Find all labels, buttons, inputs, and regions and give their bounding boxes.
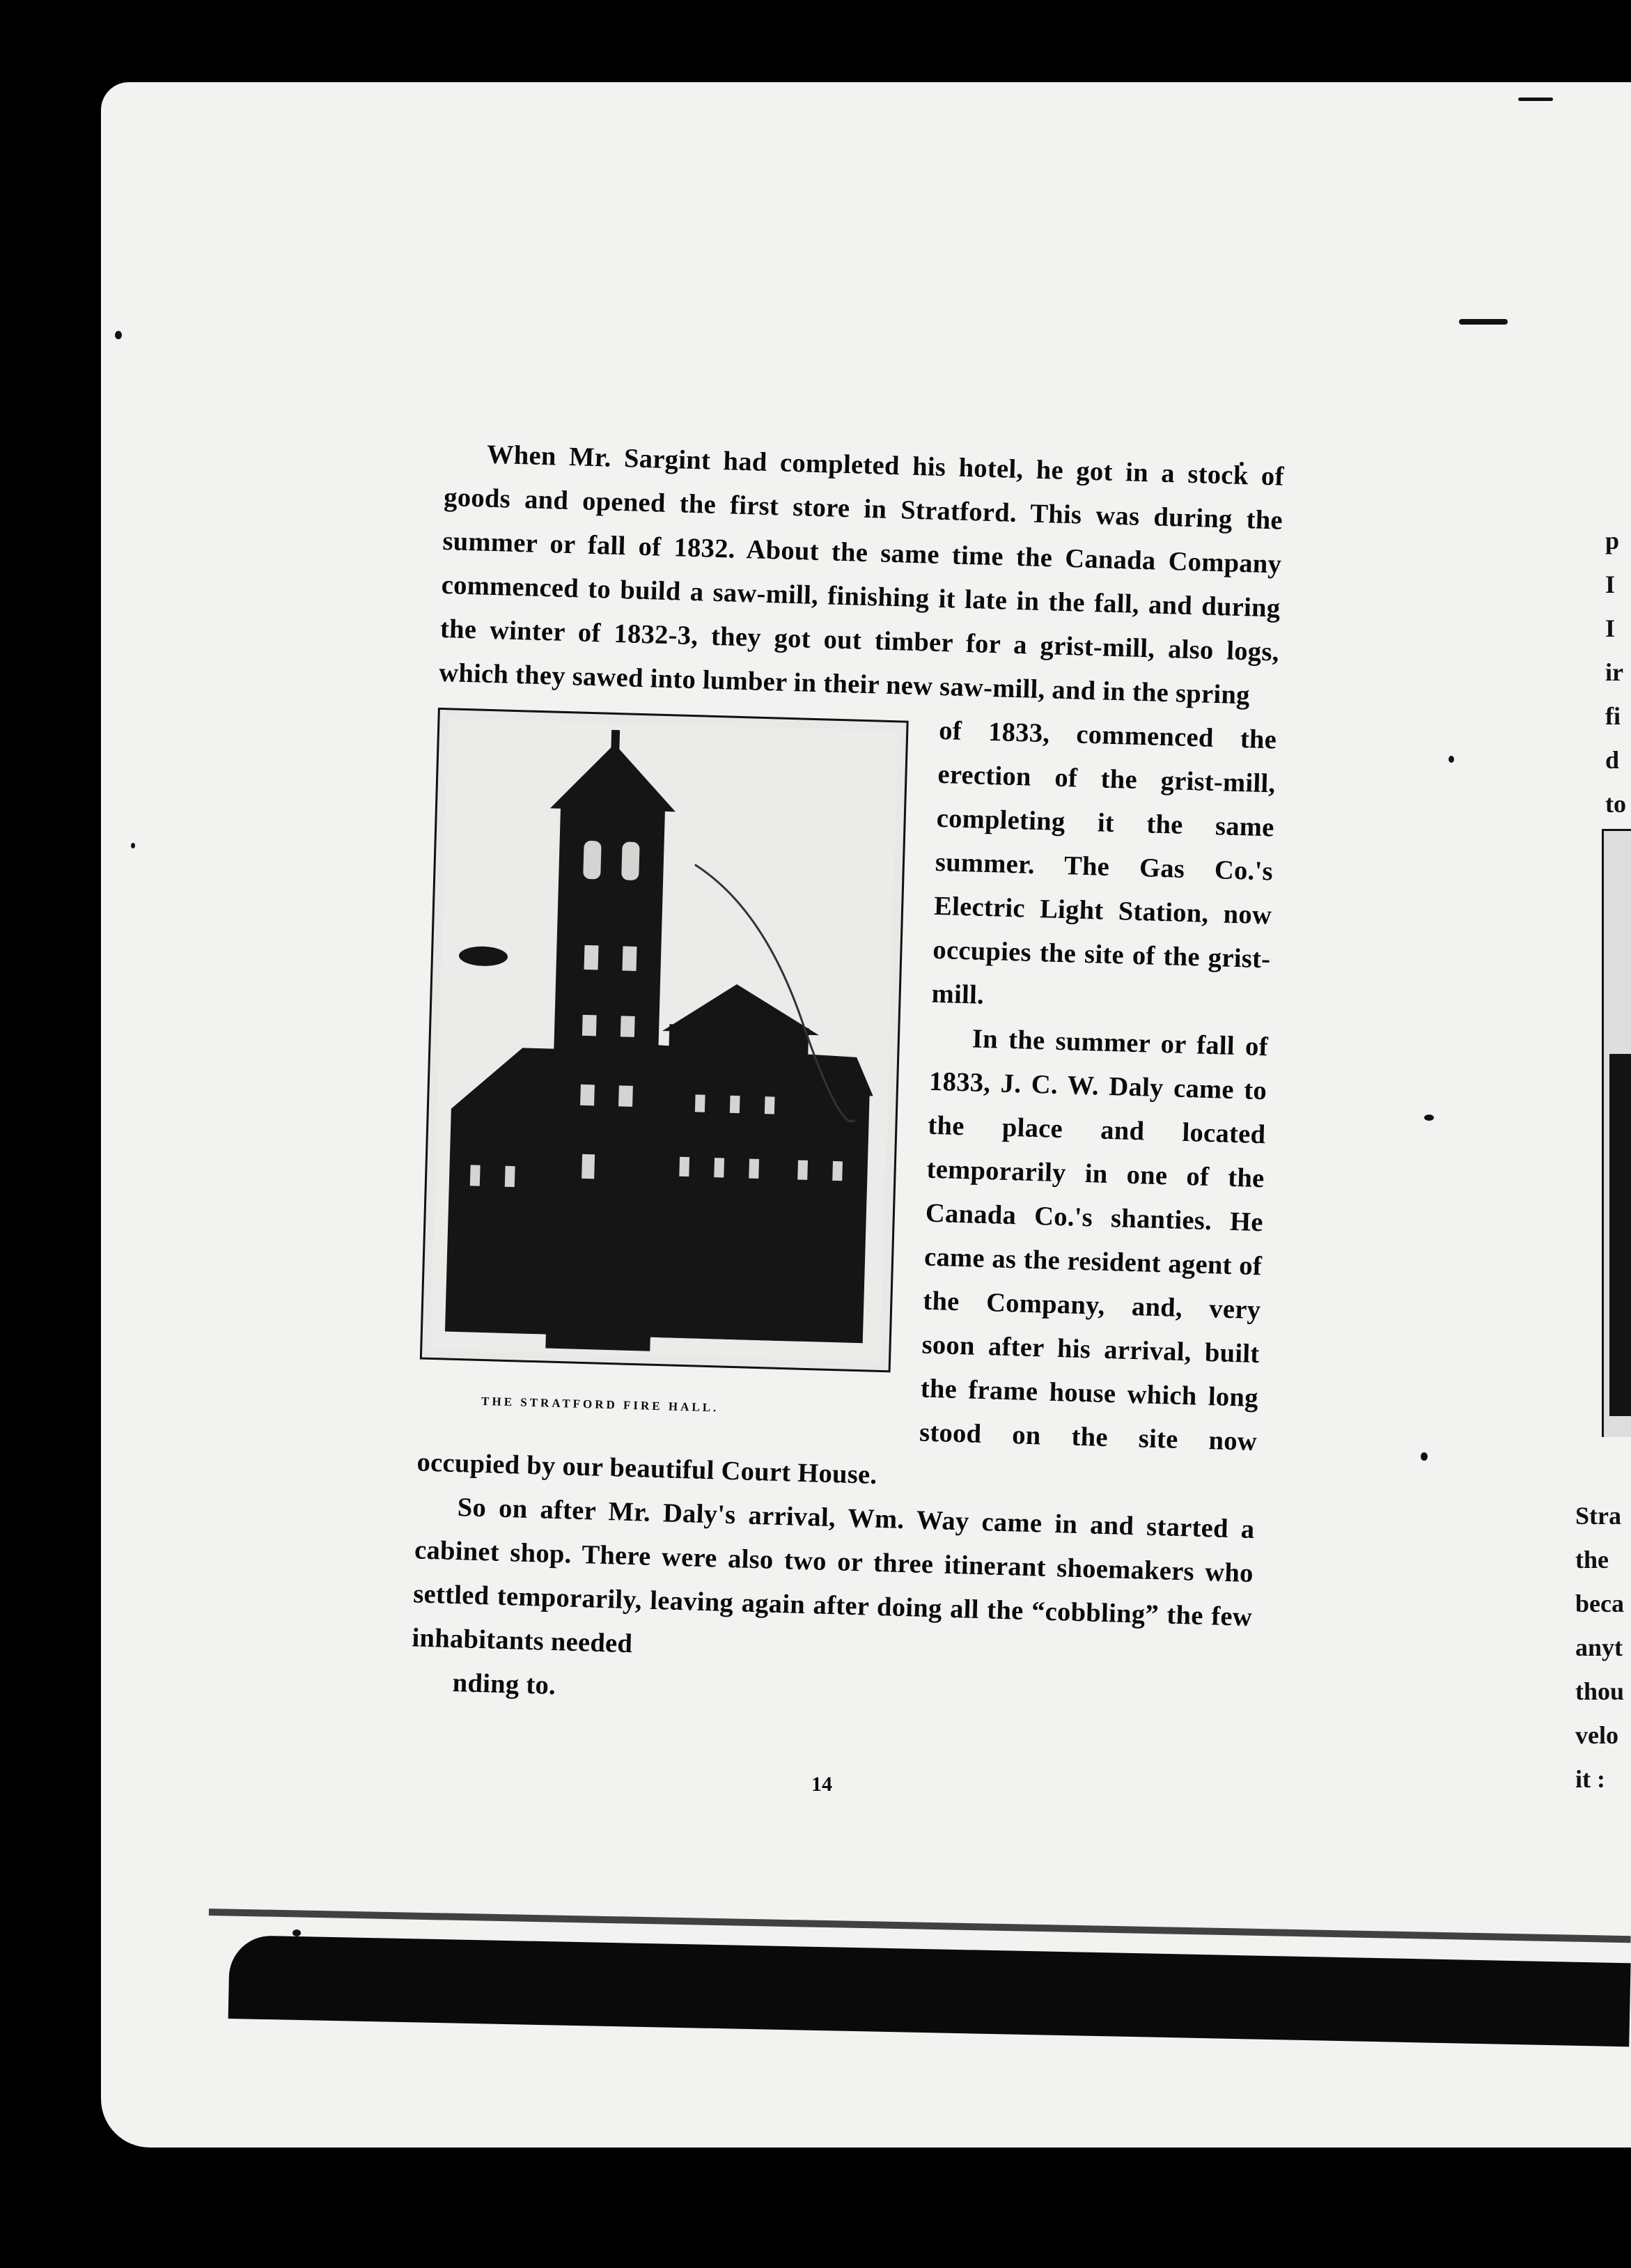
facing-page-fragment-top [1605, 519, 1626, 826]
scan-speck [1449, 756, 1454, 763]
scan-dash [1518, 98, 1553, 101]
fragment-line: I [1605, 614, 1616, 642]
fragment-line: d [1605, 746, 1620, 774]
fragment-line: fi [1605, 702, 1621, 730]
paragraph-1-flow [438, 432, 1284, 718]
fragment-line: anyt [1575, 1633, 1623, 1661]
fragment-line: p [1605, 527, 1620, 554]
paragraph-1-lead: When Mr. Sargint had completed his hotel, he got in a stock of goods and opened the first store in Stratford. This was during the summer or fall of 1832. About the same time the Canada Company commenced to build a saw-mill, finishing it late in the fall, and during the winter of 1832-3, they got out timber for a grist-mill, also logs, which they sawed into lumber in their new saw-mill, and in the spring [438, 440, 1285, 710]
paragraph-1-tail: of 1833, commenced the erection of the grist-mill, completing it the same summer. The Gas Co.'s Electric Light Station, now occupies the site of the grist-mill. [931, 715, 1277, 1010]
fragment-line: thou [1575, 1677, 1625, 1705]
fragment-line: Stra [1575, 1502, 1621, 1530]
figure-fire-hall [418, 708, 919, 1445]
scan-speck [1424, 1114, 1434, 1121]
facing-page-photo [1602, 829, 1631, 1437]
facing-page-fragment-bottom [1575, 1494, 1624, 1801]
fragment-line: ir [1605, 658, 1623, 686]
page-number: 14 [811, 1773, 832, 1796]
figure-caption: THE STRATFORD FIRE HALL. [481, 1394, 719, 1415]
fragment-line: velo [1575, 1721, 1618, 1749]
fragment-line: I [1605, 570, 1616, 598]
fragment-line: beca [1575, 1590, 1624, 1617]
fragment-line: to [1605, 790, 1626, 818]
fire-hall-photo [430, 718, 898, 1362]
scan-dash [1459, 319, 1508, 325]
fragment-line: it : [1575, 1765, 1605, 1793]
scan-speck [1421, 1452, 1428, 1461]
paragraph-4: nding to. [452, 1668, 556, 1701]
paragraph-2: In the summer or fall of 1833, J. C. W. Daly came to the place and located temporarily in one of the Canada Co.'s shanties. He came as the resident agent of the Company, and, very soon after his arrival, built the frame house which long stood on the site now occupied by our beautiful Court House. [416, 1024, 1269, 1490]
scan-speck [292, 1929, 301, 1936]
scan-speck [131, 843, 135, 848]
photo-frame [420, 708, 909, 1373]
article-column [410, 432, 1285, 1727]
scan-speck [115, 331, 122, 339]
paragraph-3: So on after Mr. Daly's arrival, Wm. Way came in and started a cabinet shop. There were also two or three itinerant shoemakers who settled temporarily, leaving again after doing all the “cobbling” the few inhabitants needed [412, 1493, 1256, 1659]
fragment-line: the [1575, 1546, 1609, 1574]
